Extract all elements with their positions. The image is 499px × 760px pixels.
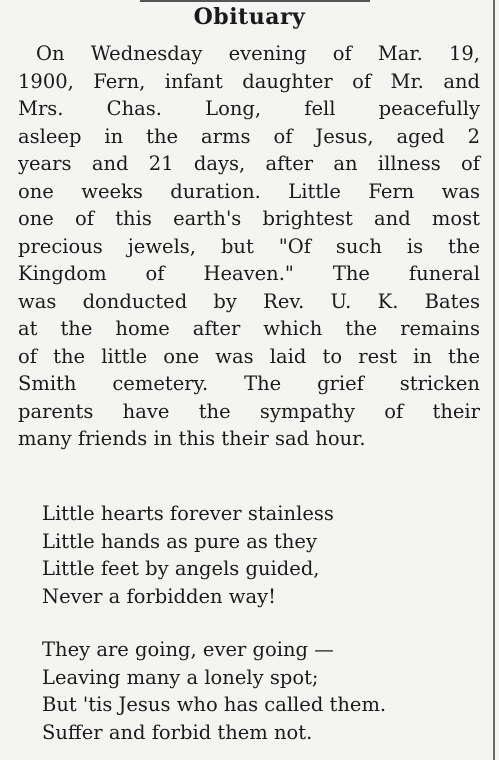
body-line: many friends in this their sad hour. xyxy=(18,427,366,450)
poem-line: But 'tis Jesus who has called them. xyxy=(42,693,387,716)
obituary-body xyxy=(18,40,480,453)
body-line: one weeks duration. Little Fern was xyxy=(18,179,480,203)
body-line: precious jewels, but "Of such is the xyxy=(18,234,480,258)
body-line: Kingdom of Heaven." The funeral xyxy=(18,262,480,285)
body-line: Smith cemetery. The grief stricken xyxy=(18,372,480,395)
obituary-heading: Obituary xyxy=(193,4,306,30)
body-line: of the little one was laid to rest in the xyxy=(18,344,480,368)
poem-stanza-1 xyxy=(42,500,482,610)
column-edge xyxy=(493,0,495,760)
body-line: years and 21 days, after an illness of xyxy=(18,152,480,175)
poem-line: Little hands as pure as they xyxy=(42,529,317,553)
poem-line: They are going, ever going — xyxy=(42,638,334,661)
body-line: asleep in the arms of Jesus, aged 2 xyxy=(18,124,480,148)
poem-line: Suffer and forbid them not. xyxy=(42,720,313,744)
body-line: at the home after which the remains xyxy=(18,317,480,340)
poem-line: Never a forbidden way! xyxy=(42,584,276,608)
body-line: parents have the sympathy of their xyxy=(18,399,480,423)
body-line: was donducted by Rev. U. K. Bates xyxy=(18,289,480,313)
body-line: On Wednesday evening of Mar. 19, xyxy=(36,42,480,65)
top-rule xyxy=(140,0,370,2)
body-line: Mrs. Chas. Long, fell peacefully xyxy=(18,97,480,120)
body-line: 1900, Fern, infant daughter of Mr. and xyxy=(18,69,480,93)
poem-line: Leaving many a lonely spot; xyxy=(42,665,319,689)
poem-stanza-2 xyxy=(42,636,482,746)
poem-line: Little feet by angels guided, xyxy=(42,557,320,580)
poem-line: Little hearts forever stainless xyxy=(42,502,334,525)
body-line: one of this earth's brightest and most xyxy=(18,207,480,230)
